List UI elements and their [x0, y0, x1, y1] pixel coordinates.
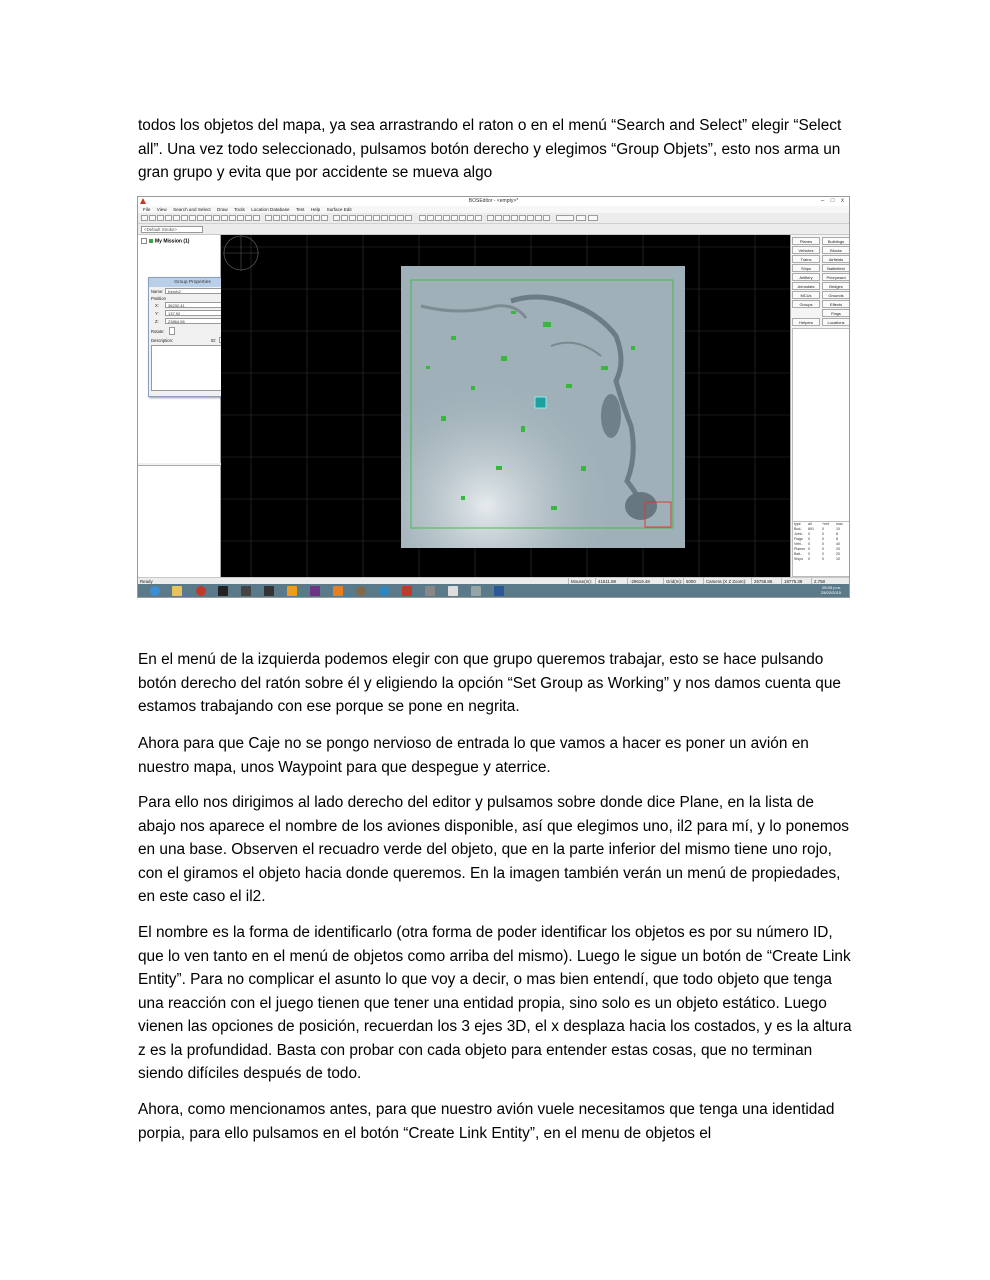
description-label: Description: — [151, 338, 174, 343]
toolbar-button[interactable] — [373, 215, 380, 221]
toolbar-button[interactable] — [349, 215, 356, 221]
groups-button[interactable]: Groups — [792, 300, 820, 308]
aerostats-button[interactable]: Aerostats — [792, 282, 820, 290]
toolbar-button[interactable] — [527, 215, 534, 221]
toolbar-button[interactable] — [576, 215, 586, 221]
stats-header: type all +ent max — [794, 522, 843, 526]
object-list — [138, 465, 221, 578]
toolbar-button[interactable] — [313, 215, 320, 221]
media-icon[interactable] — [218, 586, 228, 596]
toolbar-button[interactable] — [357, 215, 364, 221]
toolbar-button[interactable] — [503, 215, 510, 221]
word-icon[interactable] — [494, 586, 504, 596]
paragraph: Ahora para que Caje no se pongo nervioso de entrada lo que vamos a hacer es poner un avión en nuestro mapa, unos Waypoint para que despegue y aterrice. — [138, 735, 809, 776]
disk-icon[interactable] — [471, 586, 481, 596]
toolbar-button[interactable] — [487, 215, 494, 221]
close-button[interactable]: x — [841, 198, 844, 204]
window-title: BOSEditor - <empty>* — [468, 198, 519, 204]
toolbar-button[interactable] — [435, 215, 442, 221]
map-viewport[interactable] — [221, 235, 790, 577]
layer-toolbar — [138, 224, 849, 235]
toolbar-button[interactable] — [173, 215, 180, 221]
status-ready: Ready — [140, 579, 153, 584]
camera-label: Camera (X Z Zoom): — [703, 578, 746, 585]
bridge-icon[interactable] — [333, 586, 343, 596]
clock-date: 25/02/2015 — [820, 590, 841, 595]
x-label: X: — [155, 303, 159, 308]
editor-screenshot — [137, 196, 850, 598]
menu-search-and-select[interactable]: Search and Select — [173, 207, 211, 212]
helpers-button[interactable]: Helpers — [792, 318, 820, 326]
y-label: Y: — [155, 311, 159, 316]
name-field[interactable]: Kerch2 — [165, 288, 233, 294]
paragraph: Ahora, como mencionamos antes, para que nuestro avión vuele necesitamos que tenga una identidad porpia, para ello pulsamos en el botón “Create Link Entity”, en el menu de objetos el — [138, 1101, 835, 1142]
toolbar-button[interactable] — [365, 215, 372, 221]
z-label: Z: — [155, 319, 159, 324]
camera-z: 18776.38 — [781, 578, 802, 585]
z-field[interactable]: 23864.56 — [165, 318, 225, 324]
flags-button[interactable]: Flags — [822, 309, 850, 317]
rotate-spinner[interactable] — [169, 327, 175, 335]
toolbar-button[interactable] — [297, 215, 304, 221]
toolbar-button[interactable] — [588, 215, 598, 221]
toolbar-button[interactable] — [281, 215, 288, 221]
toolbar-button[interactable] — [389, 215, 396, 221]
steam-icon[interactable] — [379, 586, 389, 596]
menu-location-database[interactable]: Location Database — [251, 207, 290, 212]
star-icon[interactable] — [402, 586, 412, 596]
stats-row: Batl.. 0 0 20 — [794, 552, 840, 556]
artillery-button[interactable]: Artillery — [792, 273, 820, 281]
game-icon[interactable] — [356, 586, 366, 596]
folder-icon[interactable] — [172, 586, 182, 596]
toolbar-button[interactable] — [511, 215, 518, 221]
stats-row: Ships 0 0 10 — [794, 557, 840, 561]
paragraph: Para ello nos dirigimos al lado derecho del editor y pulsamos sobre donde dice Plane, en la lista de abajo nos aparece el nombre de los aviones disponible, así que elegimos uno, il2 para mí, y lo ponemos en una base. Observen el recuadro verde del objeto, que en la parte inferior del mismo tiene uno rojo, con el giramos el objeto hacia donde queremos. En la imagen también verán un menú de propiedades, en este caso el il2. — [138, 794, 849, 905]
planes-button[interactable]: Planes — [792, 237, 820, 245]
x-field[interactable]: 36232.41 — [165, 302, 225, 308]
vehicles-button[interactable]: Vehicles — [792, 246, 820, 254]
expand-icon[interactable] — [141, 238, 147, 244]
tool-icon[interactable] — [425, 586, 435, 596]
toolbar-button[interactable] — [141, 215, 148, 221]
toolbar-button[interactable] — [556, 215, 574, 221]
camera-x: 25755.86 — [751, 578, 772, 585]
opera-icon[interactable] — [196, 586, 206, 596]
menu-surface-edit[interactable]: Surface Edit — [326, 207, 352, 212]
toolbar-button[interactable] — [397, 215, 404, 221]
sound-icon[interactable] — [241, 586, 251, 596]
main-toolbar — [138, 213, 849, 224]
paragraph: El nombre es la forma de identificarlo (otra forma de poder identificar los objetos es por su número ID, que lo ven tanto en el menú de objetos como arriba del mismo). Luego le sigue un botón de “Create Link Entity”. Para no complicar el asunto lo que voy a decir, o mas bien entendí, que todo objeto que tenga una reacción con el juego tienen que tener una entidad propia, sino solo es un objeto estático. Luego vienen las opciones de posición, recuerdan los 3 ejes 3D, el x desplaza hacia los costados, y es la altura z es la profundidad. Basta con probar con cada objeto para entender estas cosas, que no terminan siendo difíciles después de todo. — [138, 924, 852, 1082]
mouse-x: 41511.88 — [595, 578, 616, 585]
mouse-y: -29619.48 — [627, 578, 650, 585]
trains-button[interactable]: Trains — [792, 255, 820, 263]
toolbar-button[interactable] — [427, 215, 434, 221]
toolbar-button[interactable] — [475, 215, 482, 221]
tree-node-my-mission[interactable] — [141, 238, 189, 244]
toolbar-button[interactable] — [213, 215, 220, 221]
illustrator-icon[interactable] — [287, 586, 297, 596]
rotate-label: Rotate: — [151, 329, 165, 334]
toolbar-button[interactable] — [165, 215, 172, 221]
camera-zoom: 2.758 — [811, 578, 825, 585]
battlefield-button[interactable]: Battlefield — [822, 264, 850, 272]
stats-row: Flags 0 0 8 — [794, 537, 838, 541]
toolbar-button[interactable] — [197, 215, 204, 221]
name-label: Name: — [151, 289, 164, 294]
toolbar-button[interactable] — [321, 215, 328, 221]
windows-taskbar — [138, 584, 849, 598]
toolbar-button[interactable] — [443, 215, 450, 221]
toolbar-button[interactable] — [459, 215, 466, 221]
stats-row: Joint.. 0 0 8 — [794, 532, 838, 536]
prioryward-button[interactable]: Prioryward — [822, 273, 850, 281]
locations-button[interactable]: Locations — [822, 318, 850, 326]
toolbar-button[interactable] — [229, 215, 236, 221]
mcus-button[interactable]: MCUs — [792, 291, 820, 299]
mouse-label: Mouse(m): — [568, 578, 592, 585]
toolbar-button[interactable] — [289, 215, 296, 221]
stats-row: Vehi.. 0 0 40 — [794, 542, 840, 546]
app-icon[interactable] — [264, 586, 274, 596]
toolbar-button[interactable] — [273, 215, 280, 221]
grounds-button[interactable]: Grounds — [822, 291, 850, 299]
toolbar-button[interactable] — [237, 215, 244, 221]
toolbar-button[interactable] — [405, 215, 412, 221]
toolbar-button[interactable] — [265, 215, 272, 221]
toolbar-button[interactable] — [419, 215, 426, 221]
stats-row: Bod.. 891 0 10 — [794, 527, 840, 531]
after-effects-icon[interactable] — [310, 586, 320, 596]
bridges-button[interactable]: Bridges — [822, 282, 850, 290]
visible-check-icon[interactable] — [149, 239, 153, 243]
clock-time: 05:05 p.m. — [822, 585, 841, 590]
stats-row: Planes 0 0 20 — [794, 547, 840, 551]
toolbar-button[interactable] — [205, 215, 212, 221]
object-type-list[interactable] — [792, 328, 850, 522]
effects-button[interactable]: Effects — [822, 300, 850, 308]
buildings-button[interactable]: Buildings — [822, 237, 850, 245]
taskbar-clock — [821, 585, 841, 595]
id-label: ID: — [211, 338, 217, 343]
ships-button[interactable]: Ships — [792, 264, 820, 272]
position-label: Position — [151, 296, 166, 301]
blocks-button[interactable]: Blocks — [822, 246, 850, 254]
menu-test[interactable]: Test — [295, 207, 305, 212]
terrain-map-image — [401, 266, 685, 548]
dialog-title: Group Properties — [149, 278, 236, 287]
toolbar-button[interactable] — [149, 215, 156, 221]
toolbar-button[interactable] — [221, 215, 228, 221]
ie-icon[interactable] — [150, 586, 160, 596]
menu-help[interactable]: Help — [310, 207, 321, 212]
airfields-button[interactable]: Airfields — [822, 255, 850, 263]
toolbar-button[interactable] — [535, 215, 542, 221]
menu-tools[interactable]: Tools — [234, 207, 245, 212]
toolbar-button[interactable] — [181, 215, 188, 221]
grid-value: 5000 — [683, 578, 696, 585]
toolbar-button[interactable] — [495, 215, 502, 221]
toolbar-button[interactable] — [253, 215, 260, 221]
paragraph: todos los objetos del mapa, ya sea arrastrando el raton o en el menú “Search and Select” elegir “Select all”. Una vez todo seleccionado, pulsamos botón derecho y elegimos “Group Objets”, esto nos arma un gran grupo y evita que por accidente se mueva algo — [138, 117, 842, 181]
paragraph: En el menú de la izquierda podemos elegir con que grupo queremos trabajar, esto se hace pulsando botón derecho del ratón sobre él y eligiendo la opción “Set Group as Working” y nos damos cuenta que estamos trabajando con ese porque se pone en negrita. — [138, 651, 841, 715]
menu-view[interactable]: View — [156, 207, 167, 212]
minimize-button[interactable]: – — [820, 198, 825, 204]
toolbar-button[interactable] — [157, 215, 164, 221]
toolbar-button[interactable] — [381, 215, 388, 221]
menu-draw[interactable]: Draw — [217, 207, 228, 212]
toolbar-button[interactable] — [467, 215, 474, 221]
toolbar-button[interactable] — [451, 215, 458, 221]
toolbar-button[interactable] — [519, 215, 526, 221]
toolbar-button[interactable] — [305, 215, 312, 221]
object-type-panel — [790, 235, 850, 577]
object-stats-table — [792, 521, 850, 577]
toolbar-button[interactable] — [333, 215, 340, 221]
toolbar-button[interactable] — [245, 215, 252, 221]
maximize-button[interactable]: □ — [830, 198, 835, 204]
y-field[interactable]: 137.92 — [165, 310, 225, 316]
menu-file[interactable]: File — [143, 207, 151, 212]
toolbar-button[interactable] — [189, 215, 196, 221]
editor-icon[interactable] — [448, 586, 458, 596]
grid-label: Grid(m): — [663, 578, 682, 585]
layer-combo[interactable]: <Default Stroke> — [141, 226, 203, 233]
toolbar-button[interactable] — [341, 215, 348, 221]
toolbar-button[interactable] — [543, 215, 550, 221]
menu-bar — [138, 206, 849, 213]
tree-node-label: My Mission (1) — [155, 238, 190, 245]
